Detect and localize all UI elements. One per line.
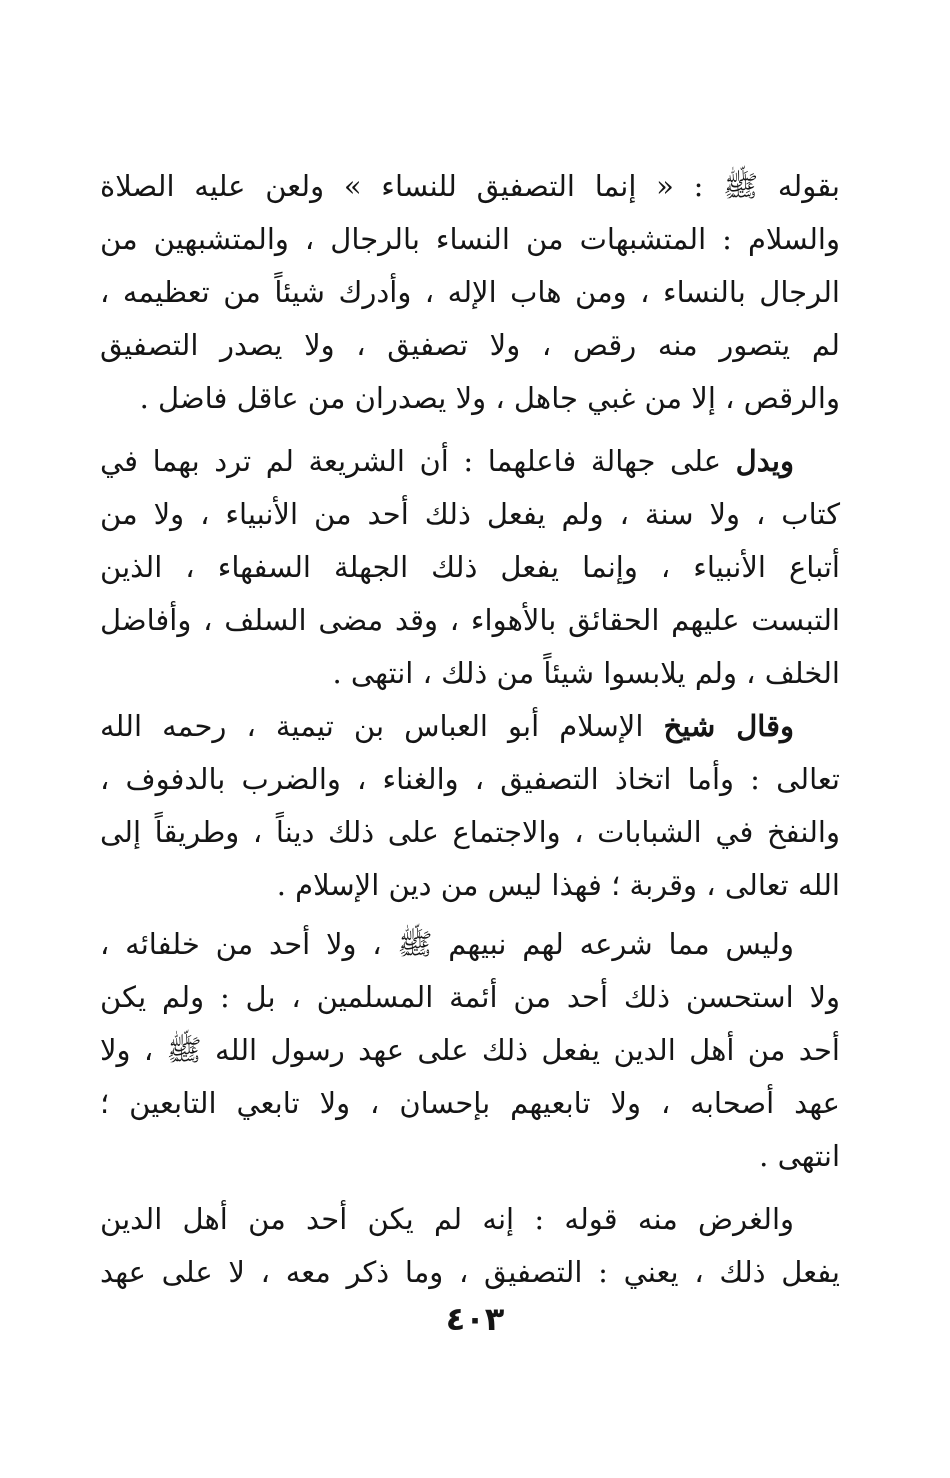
text-line-rest: الإسلام أبو العباس بن تيمية ، رحمه الله: [100, 709, 644, 743]
paragraph-4: [100, 918, 840, 1183]
text-line: الخلف ، ولم يلابسوا شيئاً من ذلك ، انتهى .: [332, 656, 840, 690]
text-line: الرجال بالنساء ، ومن هاب الإله ، وأدرك شيئاً من تعظيمه ،: [100, 275, 840, 309]
paragraph-2: [100, 435, 840, 700]
text-line: والغرض منه قوله : إنه لم يكن أحد من أهل الدين: [100, 1202, 794, 1236]
text-line: أتباع الأنبياء ، وإنما يفعل ذلك الجهلة السفهاء ، الذين: [100, 550, 840, 584]
text-line: والرقص ، إلا من غبي جاهل ، ولا يصدران من عاقل فاضل .: [139, 381, 840, 415]
text-line: تعالى : وأما اتخاذ التصفيق ، والغناء ، والضرب بالدفوف ،: [100, 762, 840, 796]
page-number: ٤٠٣: [445, 1300, 505, 1338]
paragraph-3: [100, 700, 840, 912]
text-line-rest: على جهالة فاعلهما : أن الشريعة لم ترد بهما في: [100, 444, 722, 478]
paragraph-lead-word: وقال شيخ: [663, 709, 795, 743]
text-line: انتهى .: [759, 1139, 840, 1173]
paragraph-5: [100, 1193, 840, 1299]
text-line: والسلام : المتشبهات من النساء بالرجال ، والمتشبهين من: [100, 222, 840, 256]
text-line: كتاب ، ولا سنة ، ولم يفعل ذلك أحد من الأنبياء ، ولا من: [100, 497, 840, 531]
paragraph-lead-word: ويدل: [735, 444, 794, 478]
text-line: [100, 700, 840, 753]
paragraph-1: [100, 160, 840, 425]
text-line: والنفخ في الشبابات ، والاجتماع على ذلك ديناً ، وطريقاً إلى: [100, 815, 840, 849]
text-line: الله تعالى ، وقربة ؛ فهذا ليس من دين الإسلام .: [276, 868, 840, 902]
text-line: لم يتصور منه رقص ، ولا تصفيق ، ولا يصدر التصفيق: [100, 328, 840, 362]
text-line: [100, 435, 840, 488]
text-line: التبست عليهم الحقائق بالأهواء ، وقد مضى السلف ، وأفاضل: [100, 603, 840, 637]
text-line: أحد من أهل الدين يفعل ذلك على عهد رسول الله ﷺ ، ولا: [100, 1033, 840, 1067]
text-line: ولا استحسن ذلك أحد من أئمة المسلمين ، بل : ولم يكن: [100, 980, 840, 1014]
text-line: بقوله ﷺ : « إنما التصفيق للنساء » ولعن عليه الصلاة: [100, 169, 840, 203]
text-line: يفعل ذلك ، يعني : التصفيق ، وما ذكر معه ، لا على عهد: [100, 1255, 840, 1289]
text-line: عهد أصحابه ، ولا تابعيهم بإحسان ، ولا تابعي التابعين ؛: [100, 1086, 840, 1120]
text-line: وليس مما شرعه لهم نبيهم ﷺ ، ولا أحد من خلفائه ،: [100, 927, 794, 961]
